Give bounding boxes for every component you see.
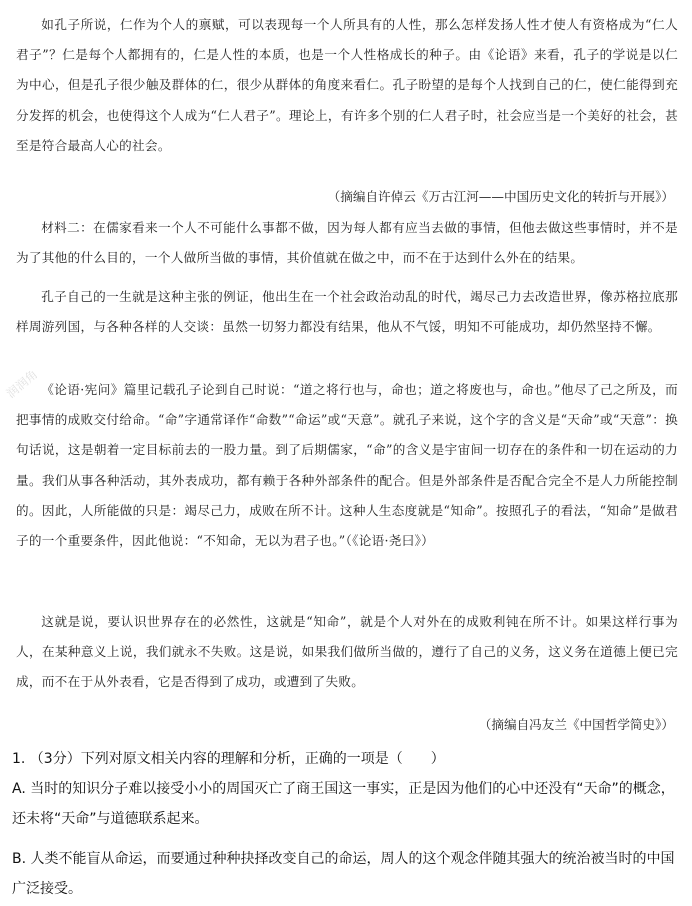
source-citation-2: （摘编自冯友兰《中国哲学简史》）: [478, 717, 674, 732]
paragraph-1: 如孔子所说，仁作为个人的禀赋，可以表现每一个人所具有的人性，那么怎样发扬人性才使人有资格成为“仁人君子”？仁是每个人都拥有的，仁是人性的本质，也是一个人性格成长的种子。由《论语》来看，孔子的学说是以仁为中心，但是孔子很少触及群体的仁，很少从群体的角度来看仁。孔子盼望的是每个人找到自己的仁，使仁能得到充分发挥的机会，也使得这个人成为“仁人君子”。理论上，有许多个别的仁人君子时，社会应当是一个美好的社会，甚至是符合最高人心的社会。: [16, 17, 678, 153]
paragraph-4: 《论语·宪问》篇里记载孔子论到自己时说：“道之将行也与，命也；道之将废也与，命也。”他尽了己之所及，而把事情的成败交付给命。“命”字通常译作“命数”“命运”或“天意”。就孔子来说，这个字的含义是“天命”或“天意”：换句话说，这是朝着一定目标前去的一股力量。到了后期儒家，“命”的含义是宇宙间一切存在的条件和一切在运动的力量。我们从事各种活动，其外表成功，都有赖于各种外部条件的配合。但是外部条件是否配合完全不是人力所能控制的。因此，人所能做的只是：竭尽己力，成败在所不计。这种人生态度就是“知命”。按照孔子的看法，“知命”是做君子的一个重要条件，因此他说：“不知命，无以为君子也。”（《论语·尧曰》）: [16, 382, 678, 549]
source-citation-1: （摘编自许倬云《万古江河——中国历史文化的转折与开展》）: [327, 189, 674, 204]
option-b: B. 人类不能盲从命运，而要通过种种抉择改变自己的命运，周人的这个观念伴随其强大的统治被当时的中国广泛接受。: [12, 851, 675, 897]
option-a: A. 当时的知识分子难以接受小小的周国灭亡了商王国这一事实，正是因为他们的心中还没有“天命”的概念，还未将“天命”与道德联系起来。: [12, 781, 675, 827]
paragraph-2: 材料二：在儒家看来一个人不可能什么事都不做，因为每人都有应当去做的事情，但他去做这些事情时，并不是为了其他的什么目的，一个人做所当做的事情，其价值就在做之中，而不在于达到什么外在的结果。: [16, 220, 678, 266]
watermark: 润润角: [3, 367, 41, 401]
paragraph-3: 孔子自己的一生就是这种主张的例证，他出生在一个社会政治动乱的时代，竭尽己力去改造世界，像苏格拉底那样周游列国，与各种各样的人交谈：虽然一切努力都没有结果，他从不气馁，明知不可能成功，却仍然坚持不懈。: [16, 289, 678, 335]
paragraph-5: 这就是说，要认识世界存在的必然性，这就是“知命”，就是个人对外在的成败利钝在所不计。如果这样行事为人，在某种意义上说，我们就永不失败。这是说，如果我们做所当做的，遵行了自己的义务，这义务在道德上便已完成，而不在于从外表看，它是否得到了成功，或遭到了失败。: [16, 614, 678, 690]
question-stem: 1. （3分）下列对原文相关内容的理解和分析，正确的一项是（ ）: [12, 751, 445, 767]
